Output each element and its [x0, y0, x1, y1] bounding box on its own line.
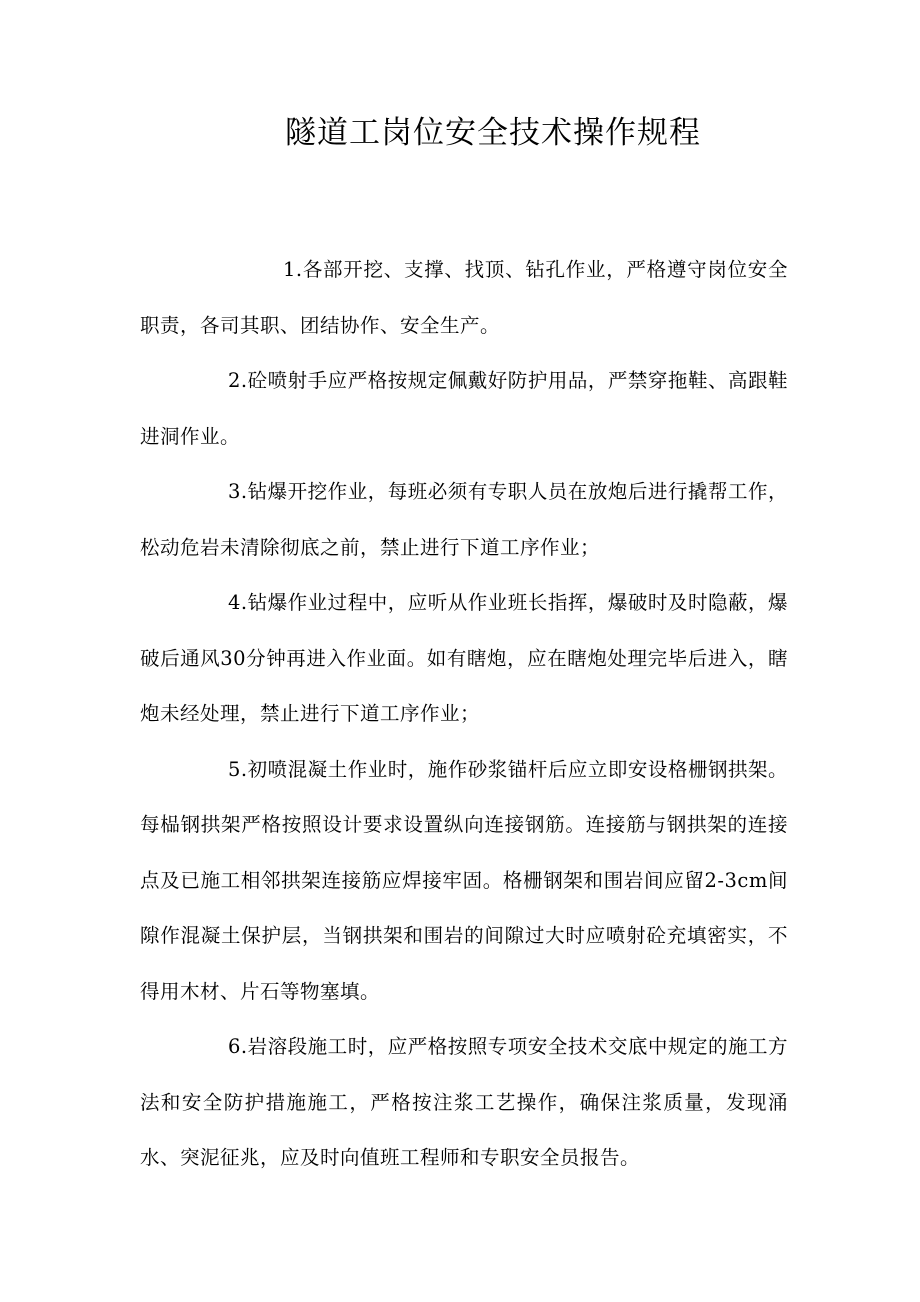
paragraph-3: 3.钻爆开挖作业，每班必须有专职人员在放炮后进行撬帮工作，松动危岩未清除彻底之前，禁止进行下道工序作业； [140, 480, 788, 559]
document-title: 隧道工岗位安全技术操作规程 [285, 115, 701, 151]
paragraph-1: 1.各部开挖、支撑、找顶、钻孔作业，严格遵守岗位安全职责，各司其职、团结协作、安全生产。 [140, 258, 788, 337]
paragraph-5: 5.初喷混凝土作业时，施作砂浆锚杆后应立即安设格栅钢拱架。每榀钢拱架严格按照设计要求设置纵向连接钢筋。连接筋与钢拱架的连接点及已施工相邻拱架连接筋应焊接牢固。格栅钢架和围岩间应留2-3cm间隙作混凝土保护层，当钢拱架和围岩的间隙过大时应喷射砼充填密实，不得用木材、片石等物塞填。 [140, 757, 788, 1003]
paragraph-6: 6.岩溶段施工时，应严格按照专项安全技术交底中规定的施工方法和安全防护措施施工，严格按注浆工艺操作，确保注浆质量，发现涌水、突泥征兆，应及时向值班工程师和专职安全员报告。 [140, 1035, 788, 1169]
paragraph-4: 4.钻爆作业过程中，应听从作业班长指挥，爆破时及时隐蔽，爆破后通风30分钟再进入作业面。如有瞎炮，应在瞎炮处理完毕后进入，瞎炮未经处理，禁止进行下道工序作业； [140, 591, 788, 725]
document-body [140, 242, 788, 1186]
paragraph-2: 2.砼喷射手应严格按规定佩戴好防护用品，严禁穿拖鞋、高跟鞋进洞作业。 [140, 369, 788, 448]
